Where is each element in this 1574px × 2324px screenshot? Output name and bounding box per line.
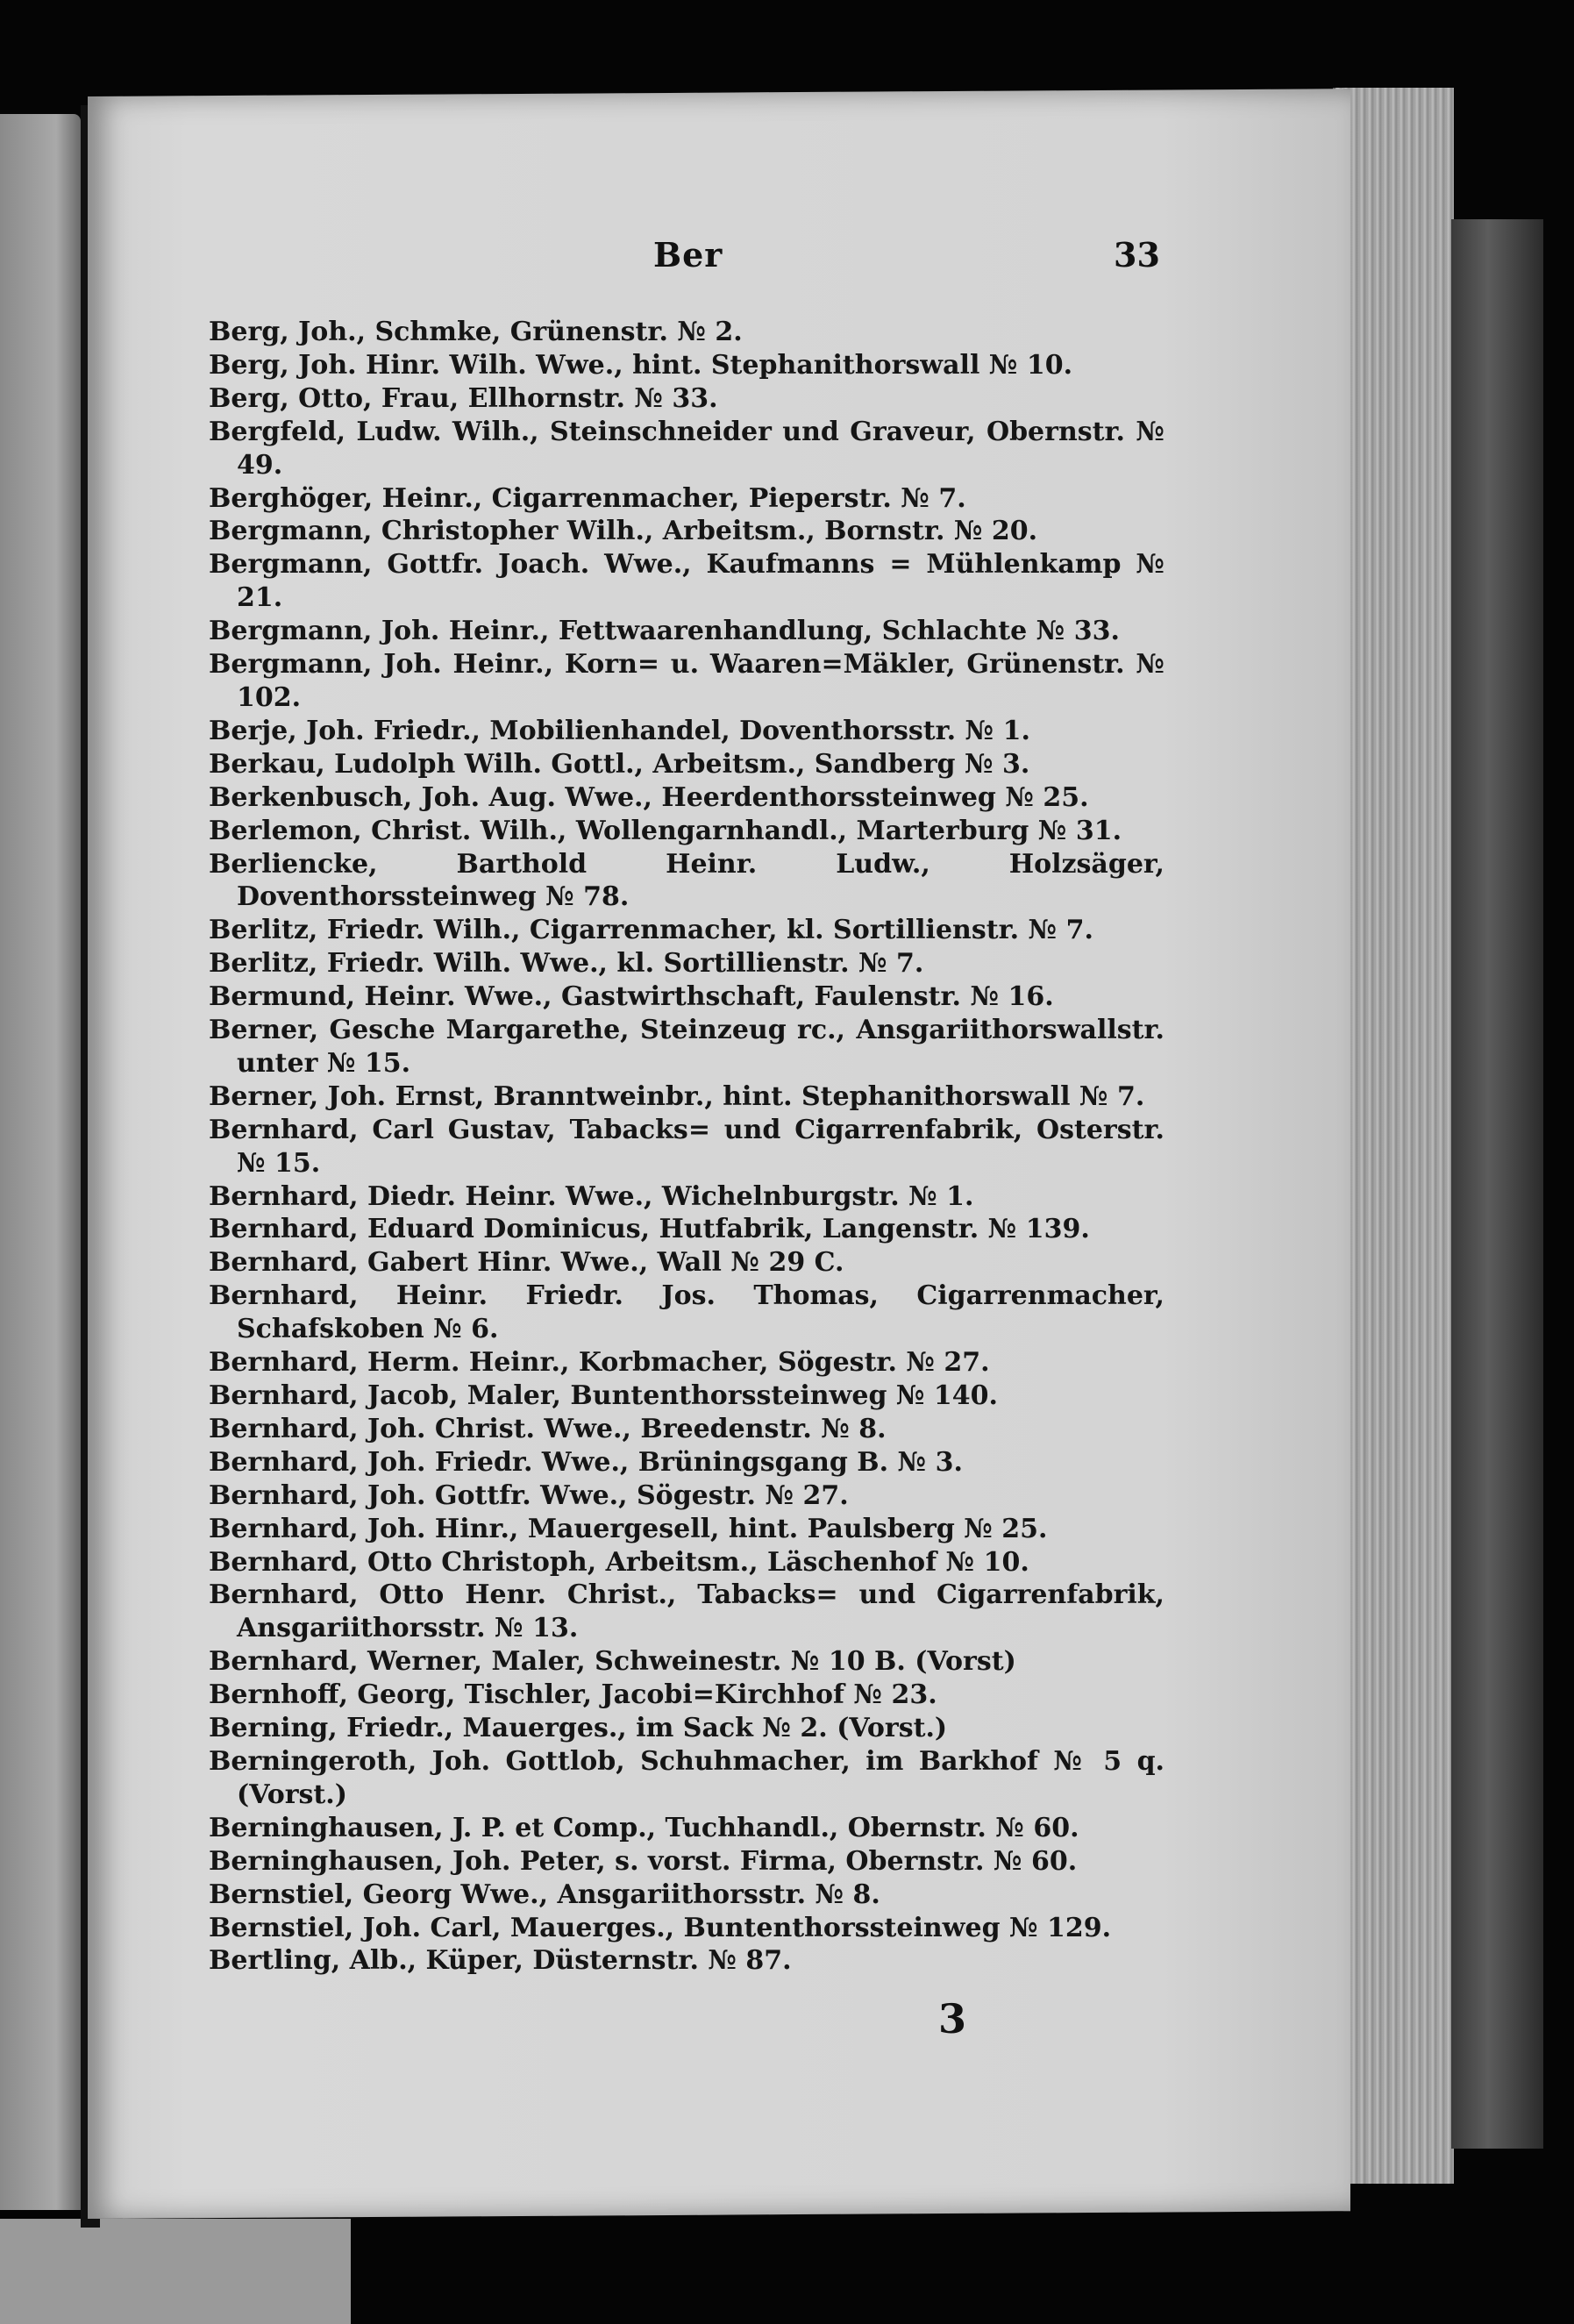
directory-entry: Berningeroth, Joh. Gottlob, Schuhmacher, im Barkhof № 5 q. (Vorst.) — [209, 1745, 1164, 1810]
directory-entry: Bergmann, Joh. Heinr., Korn= u. Waaren=Mäkler, Grünenstr. № 102. — [209, 649, 1164, 713]
directory-entry: Bernhard, Joh. Gottfr. Wwe., Sögestr. № 27. — [209, 1479, 849, 1511]
book-cover — [1451, 219, 1543, 2149]
directory-entry: Bernhard, Joh. Christ. Wwe., Breedenstr. № 8. — [209, 1413, 887, 1444]
directory-entry: Bernhard, Otto Christoph, Arbeitsm., Läschenhof № 10. — [209, 1546, 1029, 1578]
directory-entries — [209, 316, 1164, 1978]
page-header — [202, 235, 1166, 288]
directory-entry: Berlitz, Friedr. Wilh., Cigarrenmacher, kl. Sortillienstr. № 7. — [209, 915, 1093, 946]
directory-entry: Berkau, Ludolph Wilh. Gottl., Arbeitsm., Sandberg № 3. — [209, 748, 1030, 780]
directory-entry: Bertling, Alb., Küper, Düsternstr. № 87. — [209, 1945, 792, 1977]
directory-entry: Bernstiel, Georg Wwe., Ansgariithorsstr. № 8. — [209, 1878, 880, 1910]
directory-entry: Bernhard, Joh. Friedr. Wwe., Brüningsgang B. № 3. — [209, 1446, 963, 1478]
left-page-bottom — [0, 2219, 351, 2324]
directory-entry: Berg, Joh., Schmke, Grünenstr. № 2. — [209, 317, 743, 347]
directory-entry: Berg, Otto, Frau, Ellhornstr. № 33. — [209, 382, 718, 414]
directory-entry: Bernhard, Werner, Maler, Schweinestr. № 10 B. (Vorst) — [209, 1646, 1016, 1678]
directory-entry: Berlitz, Friedr. Wilh. Wwe., kl. Sortillienstr. № 7. — [209, 948, 924, 980]
left-page-edge — [0, 114, 81, 2210]
directory-entry: Bernhard, Gabert Hinr. Wwe., Wall № 29 C. — [209, 1247, 844, 1279]
directory-entry: Bernhard, Herm. Heinr., Korbmacher, Sögestr. № 27. — [209, 1347, 990, 1379]
directory-entry: Berlemon, Christ. Wilh., Wollengarnhandl., Marterburg № 31. — [209, 815, 1122, 846]
directory-entry: Berner, Gesche Margarethe, Steinzeug rc., Ansgariithorswallstr. unter № 15. — [209, 1015, 1164, 1079]
page-edges — [1333, 88, 1454, 2184]
directory-entry: Bernhard, Carl Gustav, Tabacks= und Cigarrenfabrik, Osterstr. № 15. — [209, 1114, 1164, 1179]
directory-entry: Bergfeld, Ludw. Wilh., Steinschneider und Graveur, Obernstr. № 49. — [209, 416, 1164, 481]
signature-mark: 3 — [938, 1995, 967, 2042]
directory-entry: Bernhard, Otto Henr. Christ., Tabacks= und Cigarrenfabrik, Ansgariithorsstr. № 13. — [209, 1579, 1164, 1644]
directory-entry: Berghöger, Heinr., Cigarrenmacher, Pieperstr. № 7. — [209, 482, 966, 514]
directory-entry: Berninghausen, J. P. et Comp., Tuchhandl., Obernstr. № 60. — [209, 1812, 1079, 1843]
directory-entry: Berliencke, Barthold Heinr. Ludw., Holzsäger, Doventhorssteinweg № 78. — [209, 848, 1164, 913]
directory-entry: Bernhard, Joh. Hinr., Mauergesell, hint. Paulsberg № 25. — [209, 1513, 1048, 1544]
running-head: Ber — [653, 235, 723, 274]
directory-entry: Bernhard, Eduard Dominicus, Hutfabrik, Langenstr. № 139. — [209, 1214, 1090, 1245]
page-number: 33 — [1114, 235, 1160, 274]
directory-entry: Berner, Joh. Ernst, Branntweinbr., hint. Stephanithorswall № 7. — [209, 1080, 1145, 1112]
directory-entry: Bernhard, Heinr. Friedr. Jos. Thomas, Cigarrenmacher, Schafskoben № 6. — [209, 1280, 1164, 1345]
directory-entry: Bermund, Heinr. Wwe., Gastwirthschaft, Faulenstr. № 16. — [209, 981, 1054, 1013]
directory-entry: Bergmann, Gottfr. Joach. Wwe., Kaufmanns = Mühlenkamp № 21. — [209, 549, 1164, 614]
directory-entry: Berning, Friedr., Mauerges., im Sack № 2. (Vorst.) — [209, 1713, 948, 1744]
directory-entry: Berninghausen, Joh. Peter, s. vorst. Firma, Obernstr. № 60. — [209, 1845, 1078, 1877]
directory-entry: Bernhard, Diedr. Heinr. Wwe., Wichelnburgstr. № 1. — [209, 1180, 974, 1212]
directory-entry: Bernstiel, Joh. Carl, Mauerges., Buntenthorssteinweg № 129. — [209, 1912, 1112, 1943]
directory-entry: Bernhoff, Georg, Tischler, Jacobi=Kirchhof № 23. — [209, 1679, 937, 1711]
directory-entry: Bernhard, Jacob, Maler, Buntenthorssteinweg № 140. — [209, 1380, 998, 1411]
directory-entry: Bergmann, Joh. Heinr., Fettwaarenhandlung, Schlachte № 33. — [209, 616, 1120, 647]
directory-entry: Berje, Joh. Friedr., Mobilienhandel, Doventhorsstr. № 1. — [209, 715, 1030, 746]
directory-entry: Berkenbusch, Joh. Aug. Wwe., Heerdenthorssteinweg № 25. — [209, 781, 1089, 813]
directory-entry: Berg, Joh. Hinr. Wilh. Wwe., hint. Stephanithorswall № 10. — [209, 349, 1073, 381]
directory-entry: Bergmann, Christopher Wilh., Arbeitsm., Bornstr. № 20. — [209, 516, 1038, 547]
